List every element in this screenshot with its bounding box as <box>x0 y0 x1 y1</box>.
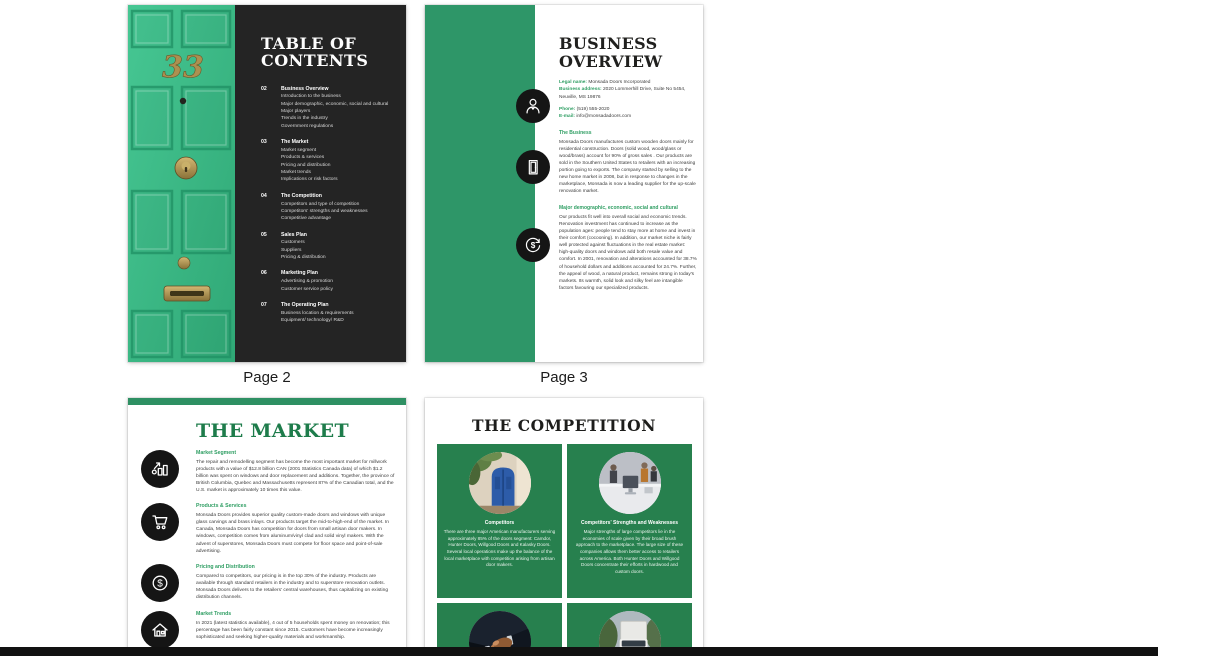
renewal-dollar-icon <box>516 228 550 262</box>
house-icon <box>141 611 179 649</box>
office-photo <box>599 452 661 514</box>
legal-name-row: Legal name: Monsada Doors Incorporated <box>559 80 651 86</box>
green-door-illustration <box>128 5 235 362</box>
door-icon <box>516 150 550 184</box>
market-section-segment: Market Segment The repair and remodelling segment has become the most important market for millwork products with a value of $12.8 billion CAN (2001 Statistics Canada data) of which $1.2 billion was spent on windows and door replacement and additions. Together, the province of British Columbia, Quebec and Massachusetts represent 87% of the Canadian total, and the U.S. market is approximately 10 times this value. <box>128 450 406 494</box>
the-competition-title: THE COMPETITION <box>471 416 657 435</box>
page-2-label: Page 2 <box>243 369 291 386</box>
page-thumbnail-business-overview[interactable] <box>425 5 703 362</box>
page-3-label: Page 3 <box>540 369 588 386</box>
contact-block <box>559 79 697 120</box>
address-row: Business address: 2020 Lommerhill Drive, Suite No 5454, Neuville, MS 19876 <box>559 87 686 100</box>
toc-panel <box>235 5 406 362</box>
the-market-title: THE MARKET <box>196 420 349 442</box>
competitors-card: Competitors There are three major American manufacturers serving approximately 85% of the doors segment: Camdor, Hunter Doors, Willgood Doors and Kalasky Doors. Several local operations make up the balance of the local marketplace with competition arising from artisan door makers. <box>437 444 562 598</box>
person-icon <box>516 89 550 123</box>
strengths-weaknesses-card: Competitors' Strengths and Weaknesses Major strengths of large competitors lie in the economies of scale given by their broad brush approach to the marketplace. The large size of these companies allows them better access to retailers across America. Both Hunter Doors and Willgood Doors concentrate their efforts in hardwood and custom doors. <box>567 444 692 598</box>
section-the-business: The Business Monsada Doors manufactures custom wooden doors mainly for residential construction. Doors (solid wood, wood/glass or wood/brass) account for 90% of gross sales . Our products are sold in the Southern United States to retailers with an increasing portion going to exports. The company started by selling to the new home market in 2008, but in response to changes in the marketplace, Monsada is now a leading supplier for the up-scale renovation market. <box>559 130 696 195</box>
page-thumbnail-the-competition[interactable] <box>425 398 703 656</box>
market-section-trends: Market Trends In 2021 (latest statistics available), 4 out of 5 households spent money on renovation; this percentage has been fairly constant since 2015. Customers have become increasingly sophisticated and seeking higher-quality materials and workmanship. <box>128 611 406 649</box>
market-section-pricing: $ Pricing and Distribution Compared to competitors, our pricing is in the top 30% of the industry. Products are available through standard retailers in the industry and to superstore renovation outlets. Monsada Doors delivers to the retailers' central warehouses, thus capitalizing on existing distribution channels. <box>128 564 406 602</box>
section-major-demographic: Major demographic, economic, social and cultural Our products fit well into overall social and economic trends. Renovation investment has continued to increase as the population ages: people tend to stay more at home and invest in their comfort (cocooning). In addition, our market niche is fairly well protected against fluctuations in the real estate market: high-quality doors and windows add both resale value and comfort. In 2001, renovation and alterations accounted for 38.7% of household dollars and additions accounted for 24.7%. Further, the appeal of wood, a natural product, remains strong in today's markets. Its warmth, solid look and silky feel are intangible factors favouring our specialized products. <box>559 205 697 291</box>
green-top-bar <box>128 398 406 405</box>
toc-title: TABLE OF CONTENTS <box>261 34 369 71</box>
dollar-icon <box>141 564 179 602</box>
page-thumbnail-the-market[interactable] <box>128 398 406 656</box>
toc-section-marketing-plan: 06 Marketing Plan Advertising & promotion Customer service policy <box>261 270 333 292</box>
svg-text:$: $ <box>530 241 536 251</box>
toc-section-the-competition: 04 The Competition Competitors and type of competition Competitors' strengths and weaknesses Competitive advantage <box>261 192 368 222</box>
toc-section-the-market: 03 The Market Market segment Products & services Pricing and distribution Market trends Implications or risk factors <box>261 139 338 183</box>
green-door-photo <box>128 5 235 362</box>
toc-section-sales-plan: 05 Sales Plan Customers Suppliers Pricing & distribution <box>261 231 326 261</box>
toc-section-operating-plan: 07 The Operating Plan Business location & requirements Equipment/ technology/ R&D <box>261 301 354 324</box>
cart-icon <box>141 503 179 541</box>
page-thumbnail-toc[interactable] <box>128 5 406 362</box>
market-section-products: Products & Services Monsada Doors provides superior quality custom-made doors and windows with unique glass carvings and brass inlays. Our products target the mid-to-high-end of the market. In Canada, Monsada Doors has competition for doors from small artisan door makers. In windows, competition comes from aluminum/vinyl clad and solid vinyl makers. With the advent of superstores, Monsada Doors must compete for floor space and point-of-sale advertising. <box>128 503 406 554</box>
business-overview-title: BUSINESS OVERVIEW <box>559 34 663 71</box>
phone-row: Phone: (519) 555-2020 <box>559 106 610 112</box>
email-row: E-mail: info@monsadadoors.com <box>559 113 632 119</box>
growth-chart-icon <box>141 450 179 488</box>
bottom-bar <box>0 647 1158 656</box>
blue-door-photo <box>469 452 531 514</box>
svg-text:33: 33 <box>162 50 204 85</box>
toc-section-business-overview: 02 Business Overview Introduction to the business Major demographic, economic, social and cultural Major players Trends in the industry Government regulations <box>261 85 389 129</box>
green-side-band <box>425 5 535 362</box>
svg-text:$: $ <box>157 578 163 590</box>
